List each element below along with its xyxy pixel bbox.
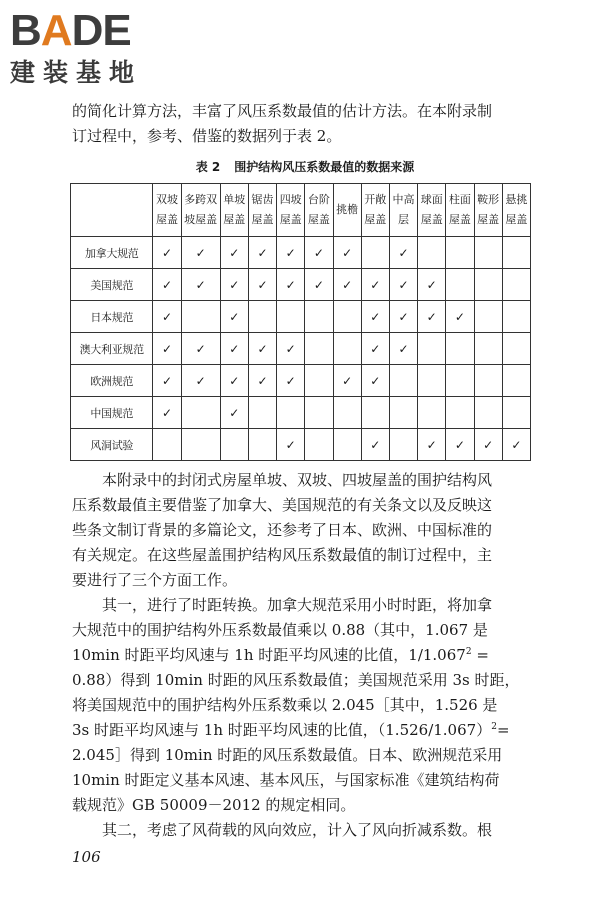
check-mark-icon: ✓ (454, 437, 465, 452)
table-row (71, 365, 531, 397)
table-header-row (71, 184, 531, 237)
table-cell (474, 429, 502, 461)
text-line: 其一，进行了时距转换。加拿大规范采用小时时距，将加拿 (102, 596, 493, 614)
table-cell (502, 365, 530, 397)
table-cell (389, 365, 417, 397)
table-cell (333, 429, 361, 461)
check-mark-icon: ✓ (229, 309, 240, 324)
column-header: 开敞 屋盖 (361, 184, 389, 237)
row-label: 中国规范 (71, 397, 153, 429)
page-number: 106 (72, 848, 101, 866)
table-cell (181, 365, 220, 397)
check-mark-icon: ✓ (195, 373, 206, 388)
table-cell (248, 301, 276, 333)
check-mark-icon: ✓ (229, 405, 240, 420)
text-line: 10min 时距定义基本风速、基本风压，与国家标准《建筑结构荷 (72, 771, 500, 789)
table-cell (502, 397, 530, 429)
check-mark-icon: ✓ (370, 341, 381, 356)
check-mark-icon: ✓ (229, 341, 240, 356)
table-cell (333, 365, 361, 397)
table-cell (305, 237, 333, 269)
table-cell (502, 269, 530, 301)
check-mark-icon: ✓ (426, 437, 437, 452)
intro-paragraph (72, 99, 538, 149)
row-label: 加拿大规范 (71, 237, 153, 269)
table-corner-cell (71, 184, 153, 237)
body-paragraph-3 (72, 818, 538, 843)
table-cell (181, 237, 220, 269)
table-cell (418, 333, 446, 365)
table-cell (418, 429, 446, 461)
column-header: 球面 屋盖 (418, 184, 446, 237)
row-label: 风洞试验 (71, 429, 153, 461)
column-header: 四坡 屋盖 (277, 184, 305, 237)
table-row (71, 269, 531, 301)
table-cell (181, 269, 220, 301)
table-cell (333, 397, 361, 429)
table-cell (277, 429, 305, 461)
check-mark-icon: ✓ (162, 309, 173, 324)
row-label: 欧洲规范 (71, 365, 153, 397)
table-caption-number: 表 2 (195, 160, 221, 174)
table-cell (220, 365, 248, 397)
text-line: 有关规定。在这些屋盖围护结构风压系数最值的制订过程中，主 (72, 546, 493, 564)
table-cell (389, 301, 417, 333)
column-header: 柱面 屋盖 (446, 184, 474, 237)
check-mark-icon: ✓ (162, 373, 173, 388)
table-cell (181, 301, 220, 333)
table-row (71, 333, 531, 365)
text-line: 订过程中，参考、借鉴的数据列于表 2。 (72, 127, 342, 145)
table-cell (220, 301, 248, 333)
check-mark-icon: ✓ (257, 341, 268, 356)
table-cell (333, 237, 361, 269)
table-cell (446, 237, 474, 269)
table-cell (305, 333, 333, 365)
text-line: 本附录中的封闭式房屋单坡、双坡、四坡屋盖的围护结构风 (102, 471, 493, 489)
column-header: 双坡 屋盖 (153, 184, 181, 237)
table-cell (220, 333, 248, 365)
table-cell (248, 429, 276, 461)
column-header: 单坡 屋盖 (220, 184, 248, 237)
table-cell (474, 397, 502, 429)
table-cell (277, 269, 305, 301)
column-header: 挑檐 (333, 184, 361, 237)
table-cell (181, 429, 220, 461)
table-cell (389, 397, 417, 429)
check-mark-icon: ✓ (370, 309, 381, 324)
logo-subtitle: 建装基地 (10, 58, 143, 87)
logo-wordmark: BADE (10, 6, 131, 55)
table-cell (153, 429, 181, 461)
table-caption (70, 159, 540, 175)
text-line: 0.88）得到 10min 时距的风压系数最值；美国规范采用 3s 时距， (72, 671, 520, 689)
check-mark-icon: ✓ (162, 405, 173, 420)
text-line: 将美国规范中的围护结构外压系数乘以 2.045［其中，1.526 是 (72, 696, 498, 714)
check-mark-icon: ✓ (398, 245, 409, 260)
check-mark-icon: ✓ (342, 373, 353, 388)
check-mark-icon: ✓ (483, 437, 494, 452)
table-cell (389, 429, 417, 461)
text-line: 些条文制订背景的多篇论文，还参考了日本、欧洲、中国标准的 (72, 521, 493, 539)
table-cell (153, 301, 181, 333)
check-mark-icon: ✓ (398, 277, 409, 292)
check-mark-icon: ✓ (342, 245, 353, 260)
table-cell (389, 237, 417, 269)
table-cell (446, 429, 474, 461)
table-cell (305, 301, 333, 333)
text-line: 2.045］得到 10min 时距的风压系数最值。日本、欧洲规范采用 (72, 746, 503, 764)
table-cell (248, 237, 276, 269)
table-cell (248, 365, 276, 397)
check-mark-icon: ✓ (162, 245, 173, 260)
check-mark-icon: ✓ (511, 437, 522, 452)
check-mark-icon: ✓ (257, 245, 268, 260)
table-cell (361, 269, 389, 301)
table-cell (333, 269, 361, 301)
body-paragraph-2 (72, 593, 538, 818)
table-cell (153, 237, 181, 269)
check-mark-icon: ✓ (454, 309, 465, 324)
text-line: 压系数最值主要借鉴了加拿大、美国规范的有关条文以及反映这 (72, 496, 493, 514)
table-cell (389, 269, 417, 301)
table-cell (153, 397, 181, 429)
check-mark-icon: ✓ (342, 277, 353, 292)
check-mark-icon: ✓ (426, 309, 437, 324)
check-mark-icon: ✓ (370, 437, 381, 452)
table-cell (305, 269, 333, 301)
check-mark-icon: ✓ (285, 341, 296, 356)
table-cell (474, 237, 502, 269)
table-cell (220, 429, 248, 461)
row-label: 澳大利亚规范 (71, 333, 153, 365)
table-cell (389, 333, 417, 365)
table-cell (248, 269, 276, 301)
table-cell (474, 365, 502, 397)
table-caption-title: 围护结构风压系数最值的数据来源 (234, 160, 415, 174)
column-header: 中高 层 (389, 184, 417, 237)
table-cell (305, 397, 333, 429)
table-cell (361, 333, 389, 365)
row-label: 日本规范 (71, 301, 153, 333)
table-cell (153, 269, 181, 301)
table-cell (305, 365, 333, 397)
text-line: 大规范中的围护结构外压系数最值乘以 0.88（其中，1.067 是 (72, 621, 488, 639)
table-cell (333, 301, 361, 333)
row-label: 美国规范 (71, 269, 153, 301)
check-mark-icon: ✓ (285, 373, 296, 388)
table-cell (446, 397, 474, 429)
table-cell (502, 429, 530, 461)
table-cell (418, 397, 446, 429)
table-cell (502, 333, 530, 365)
check-mark-icon: ✓ (285, 245, 296, 260)
table-cell (361, 429, 389, 461)
check-mark-icon: ✓ (195, 277, 206, 292)
table-cell (446, 269, 474, 301)
column-header: 多跨双 坡屋盖 (181, 184, 220, 237)
table-cell (474, 301, 502, 333)
table-cell (474, 269, 502, 301)
table-cell (248, 333, 276, 365)
table-cell (474, 333, 502, 365)
table-cell (153, 365, 181, 397)
table-cell (446, 301, 474, 333)
table-cell (361, 365, 389, 397)
table-cell (361, 397, 389, 429)
table-cell (333, 333, 361, 365)
table-cell (220, 237, 248, 269)
table-cell (418, 269, 446, 301)
column-header: 台阶 屋盖 (305, 184, 333, 237)
text-line: 其二，考虑了风荷载的风向效应，计入了风向折减系数。根 (102, 821, 493, 839)
text-line: 10min 时距平均风速与 1h 时距平均风速的比值，$1/1.067^2$ = (72, 646, 489, 664)
table-cell (220, 397, 248, 429)
table-cell (446, 365, 474, 397)
table-cell (277, 237, 305, 269)
table-cell (418, 365, 446, 397)
text-line: 的简化计算方法，丰富了风压系数最值的估计方法。在本附录制 (72, 102, 493, 120)
table-row (71, 237, 531, 269)
check-mark-icon: ✓ (195, 245, 206, 260)
check-mark-icon: ✓ (229, 373, 240, 388)
check-mark-icon: ✓ (162, 341, 173, 356)
body-paragraph-1 (72, 468, 538, 593)
table-cell (181, 333, 220, 365)
check-mark-icon: ✓ (370, 277, 381, 292)
table-row (71, 397, 531, 429)
table-cell (277, 365, 305, 397)
table-cell (277, 301, 305, 333)
text-line: 要进行了三个方面工作。 (72, 571, 238, 589)
check-mark-icon: ✓ (229, 245, 240, 260)
table-cell (277, 333, 305, 365)
check-mark-icon: ✓ (195, 341, 206, 356)
text-line: 载规范》GB 50009－2012 的规定相同。 (72, 796, 356, 814)
text-line: 3s 时距平均风速与 1h 时距平均风速的比值，$(1.526/1.067)^2=$ (72, 721, 510, 739)
table-cell (361, 301, 389, 333)
check-mark-icon: ✓ (285, 437, 296, 452)
check-mark-icon: ✓ (398, 309, 409, 324)
table-cell (502, 301, 530, 333)
column-header: 悬挑 屋盖 (502, 184, 530, 237)
table-cell (220, 269, 248, 301)
table-cell (248, 397, 276, 429)
table-cell (446, 333, 474, 365)
check-mark-icon: ✓ (313, 277, 324, 292)
table-cell (418, 237, 446, 269)
table-cell (181, 397, 220, 429)
check-mark-icon: ✓ (257, 277, 268, 292)
column-header: 鞍形 屋盖 (474, 184, 502, 237)
check-mark-icon: ✓ (285, 277, 296, 292)
check-mark-icon: ✓ (229, 277, 240, 292)
table-cell (153, 333, 181, 365)
check-mark-icon: ✓ (162, 277, 173, 292)
check-mark-icon: ✓ (313, 245, 324, 260)
table-row (71, 301, 531, 333)
table-cell (361, 237, 389, 269)
bade-logo (10, 8, 180, 96)
table-row (71, 429, 531, 461)
table-cell (502, 237, 530, 269)
table-cell (305, 429, 333, 461)
data-source-table (70, 183, 531, 461)
table-cell (277, 397, 305, 429)
check-mark-icon: ✓ (370, 373, 381, 388)
check-mark-icon: ✓ (426, 277, 437, 292)
check-mark-icon: ✓ (257, 373, 268, 388)
column-header: 锯齿 屋盖 (248, 184, 276, 237)
check-mark-icon: ✓ (398, 341, 409, 356)
table-cell (418, 301, 446, 333)
